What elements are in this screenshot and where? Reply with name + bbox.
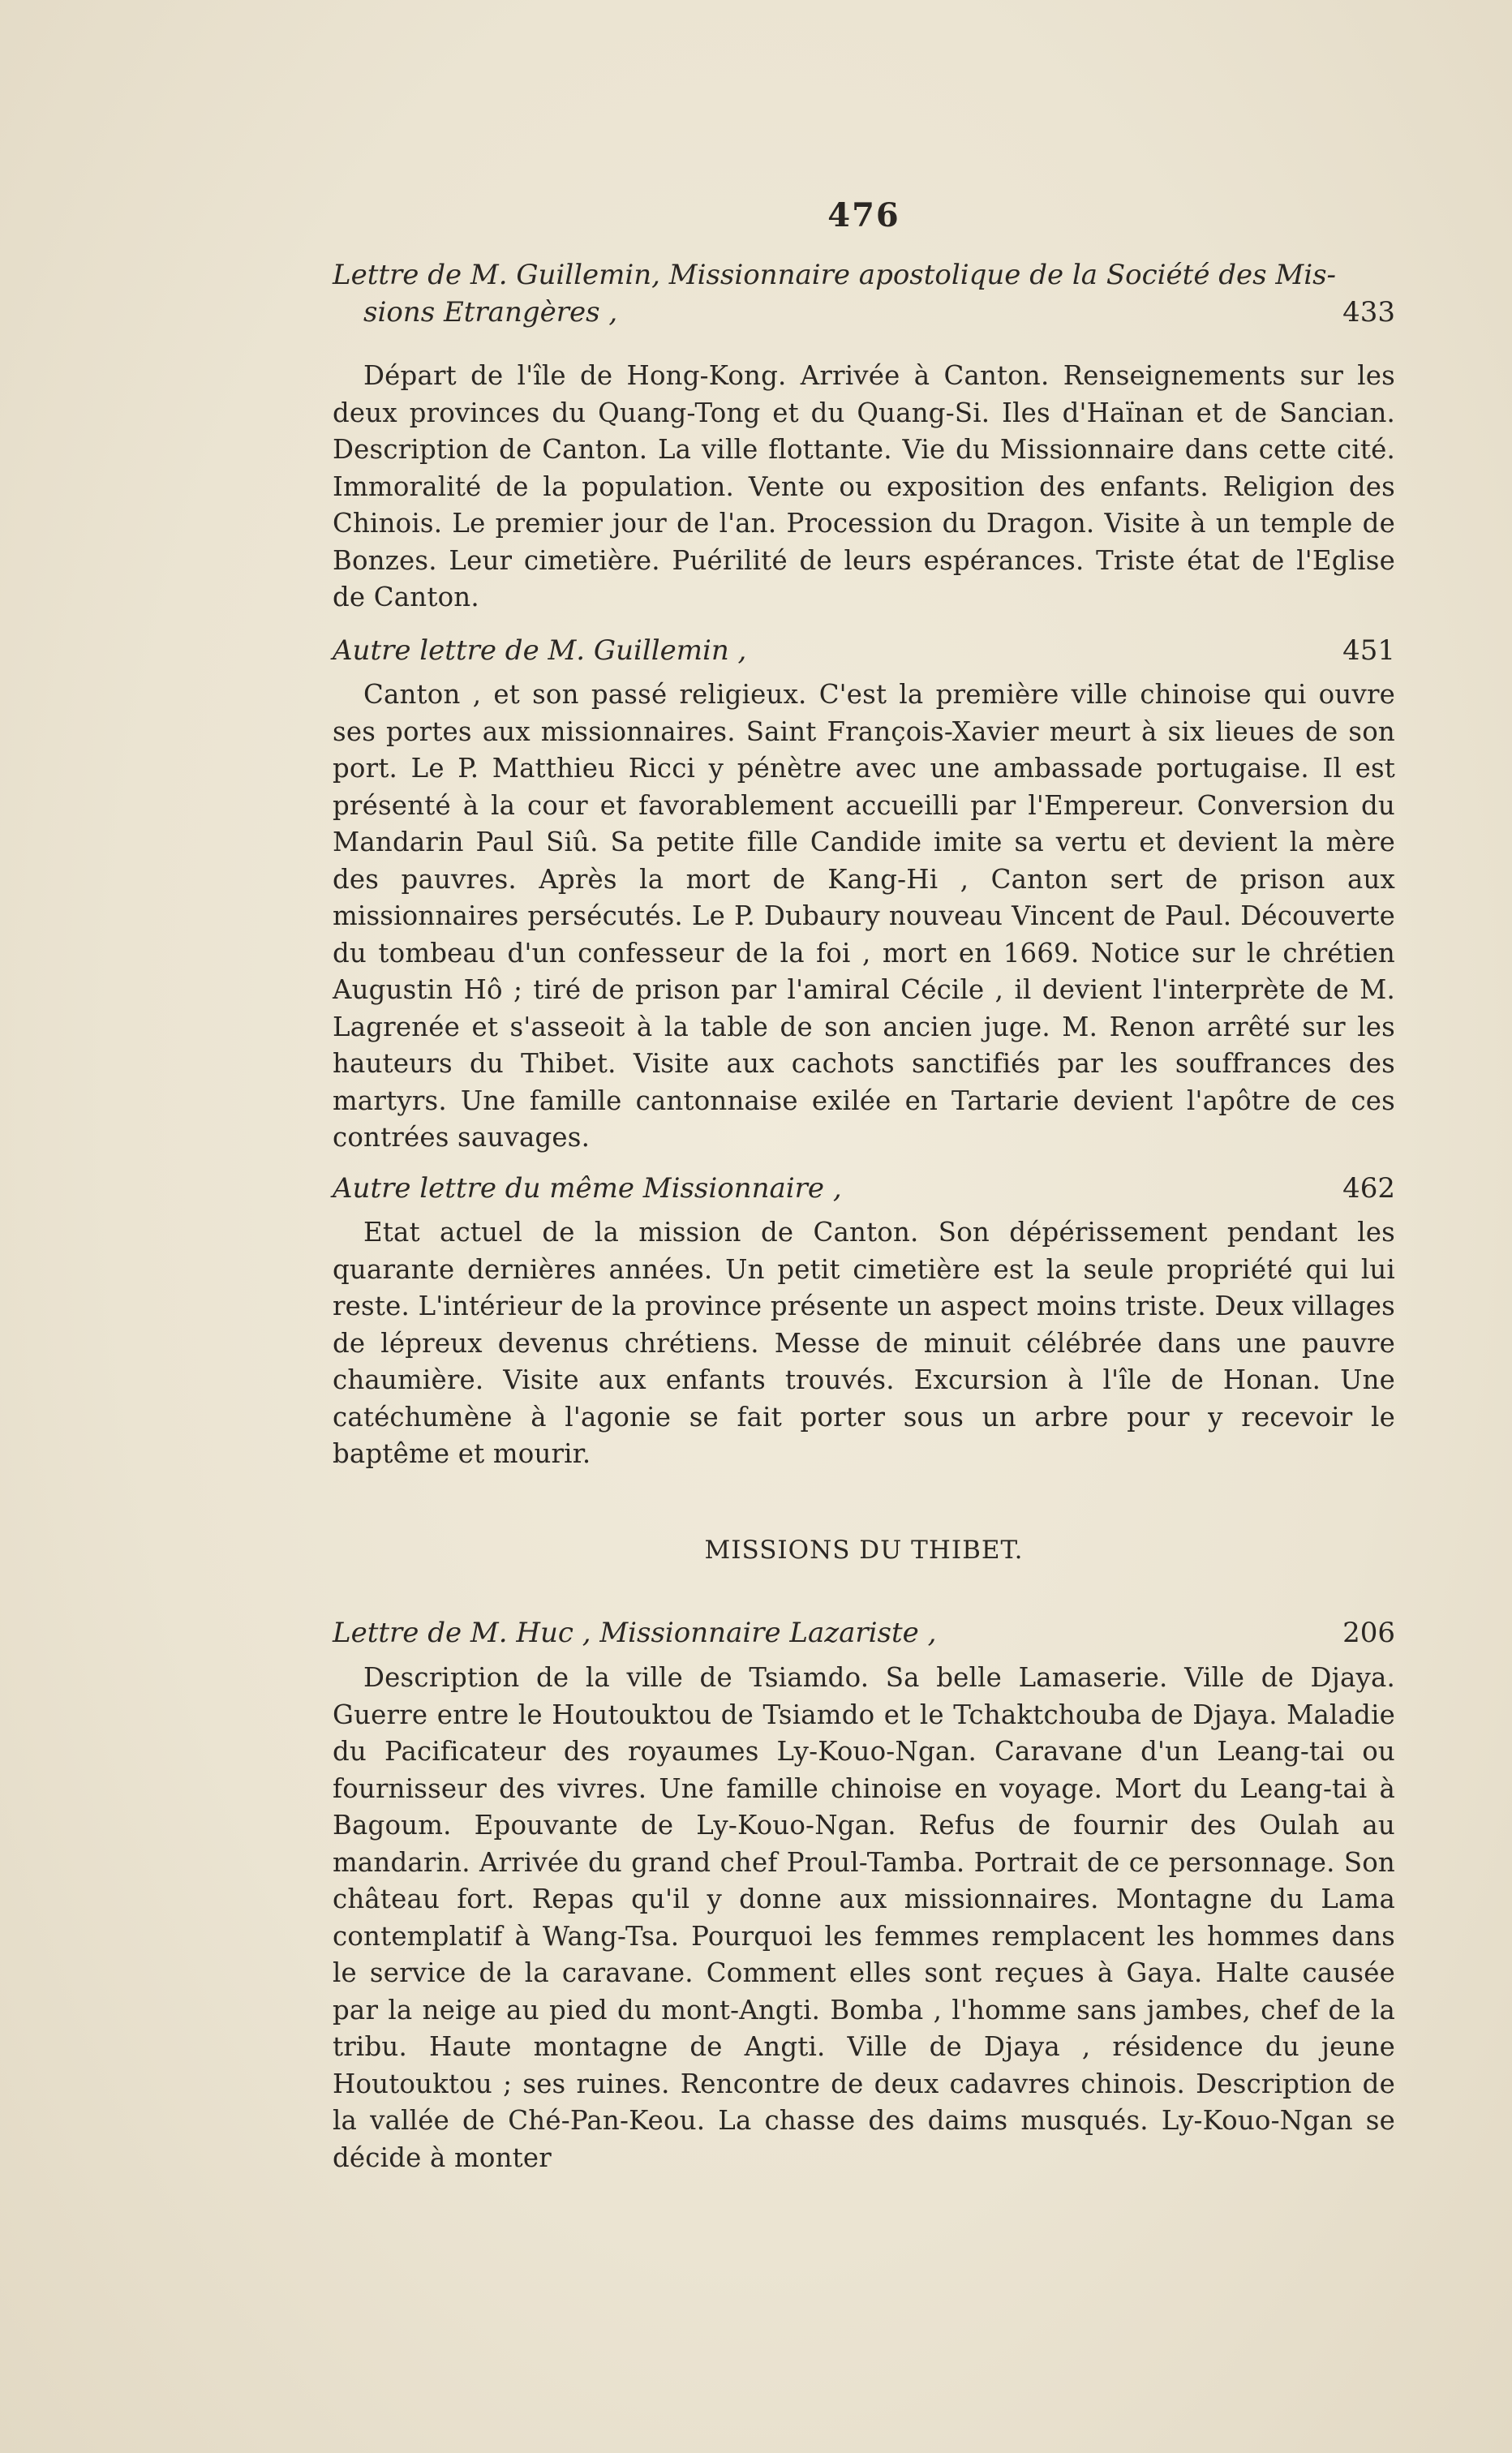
page-reference: 462: [1342, 1172, 1395, 1205]
page-number: 476: [827, 196, 900, 234]
page-reference: 433: [1342, 296, 1395, 329]
entry-heading: [333, 1614, 1395, 1652]
entry-title: Lettre de M. Guillemin, Missionnaire apostolique de la Société des Mis-: [333, 259, 1337, 291]
page-reference: 206: [1342, 1617, 1395, 1649]
entry-title: Lettre de M. Huc , Missionnaire Lazariste ,: [333, 1617, 937, 1649]
page-reference: 451: [1342, 634, 1395, 667]
entry-title-continued: sions Etrangères ,: [363, 296, 618, 329]
entry-summary: Canton , et son passé religieux. C'est la première ville chinoise qui ouvre ses portes aux missionnaires. Saint François-Xavier meurt à six lieues de son port. Le P. Matthieu Ricci y pénètre avec une ambassade portugaise. Il est présenté à la cour et favorablement accueilli par l'Empereur. Conversion du Mandarin Paul Siû. Sa petite fille Candide imite sa vertu et devient la mère des pauvres. Après la mort de Kang-Hi , Canton sert de prison aux missionnaires persécutés. Le P. Dubaury nouveau Vincent de Paul. Découverte du tombeau d'un confesseur de la foi , mort en 1669. Notice sur le chrétien Augustin Hô ; tiré de prison par l'amiral Cécile , il devient l'interprète de M. Lagrenée et s'asseoit à la table de son ancien juge. M. Renon arrêté sur les hauteurs du Thibet. Visite aux cachots sanctifiés par les souffrances des martyrs. Une famille cantonnaise exilée en Tartarie devient l'apôtre de ces contrées sauvages.: [333, 679, 1395, 1153]
section-title: MISSIONS DU THIBET.: [704, 1536, 1024, 1565]
entry-summary: Départ de l'île de Hong-Kong. Arrivée à Canton. Renseignements sur les deux provinces du Quang-Tong et du Quang-Si. Iles d'Haïnan et de Sancian. Description de Canton. La ville flottante. Vie du Missionnaire dans cette cité. Immoralité de la population. Vente ou exposition des enfants. Religion des Chinois. Le premier jour de l'an. Procession du Dragon. Visite à un temple de Bonzes. Leur cimetière. Puérilité de leurs espérances. Triste état de l'Eglise de Canton.: [333, 360, 1395, 612]
entry-title: Autre lettre du même Missionnaire ,: [333, 1172, 842, 1205]
entry-heading: [333, 1170, 1395, 1207]
entry-heading: [333, 632, 1395, 669]
entry-summary: Etat actuel de la mission de Canton. Son dépérissement pendant les quarante dernières années. Un petit cimetière est la seule propriété qui lui reste. L'intérieur de la province présente un aspect moins triste. Deux villages de lépreux devenus chrétiens. Messe de minuit célébrée dans une pauvre chaumière. Visite aux enfants trouvés. Excursion à l'île de Honan. Une catéchumène à l'agonie se fait porter sous un arbre pour y recevoir le baptême et mourir.: [333, 1217, 1395, 1469]
entry-title: Autre lettre de M. Guillemin ,: [333, 634, 747, 667]
entry-summary: Description de la ville de Tsiamdo. Sa belle Lamaserie. Ville de Djaya. Guerre entre le Houtouktou de Tsiamdo et le Tchaktchouba de Djaya. Maladie du Pacificateur des royaumes Ly-Kouo-Ngan. Caravane d'un Leang-tai ou fournisseur des vivres. Une famille chinoise en voyage. Mort du Leang-tai à Bagoum. Epouvante de Ly-Kouo-Ngan. Refus de fournir des Oulah au mandarin. Arrivée du grand chef Proul-Tamba. Portrait de ce personnage. Son château fort. Repas qu'il y donne aux missionnaires. Montagne du Lama contemplatif à Wang-Tsa. Pourquoi les femmes remplacent les hommes dans le service de la caravane. Comment elles sont reçues à Gaya. Halte causée par la neige au pied du mont-Angti. Bomba , l'homme sans jambes, chef de la tribu. Haute montagne de Angti. Ville de Djaya , résidence du jeune Houtouktou ; ses ruines. Rencontre de deux cadavres chinois. Description de la vallée de Ché-Pan-Keou. La chasse des daims musqués. Ly-Kouo-Ngan se décide à monter: [333, 1662, 1395, 2173]
entry-heading: [333, 256, 1395, 331]
